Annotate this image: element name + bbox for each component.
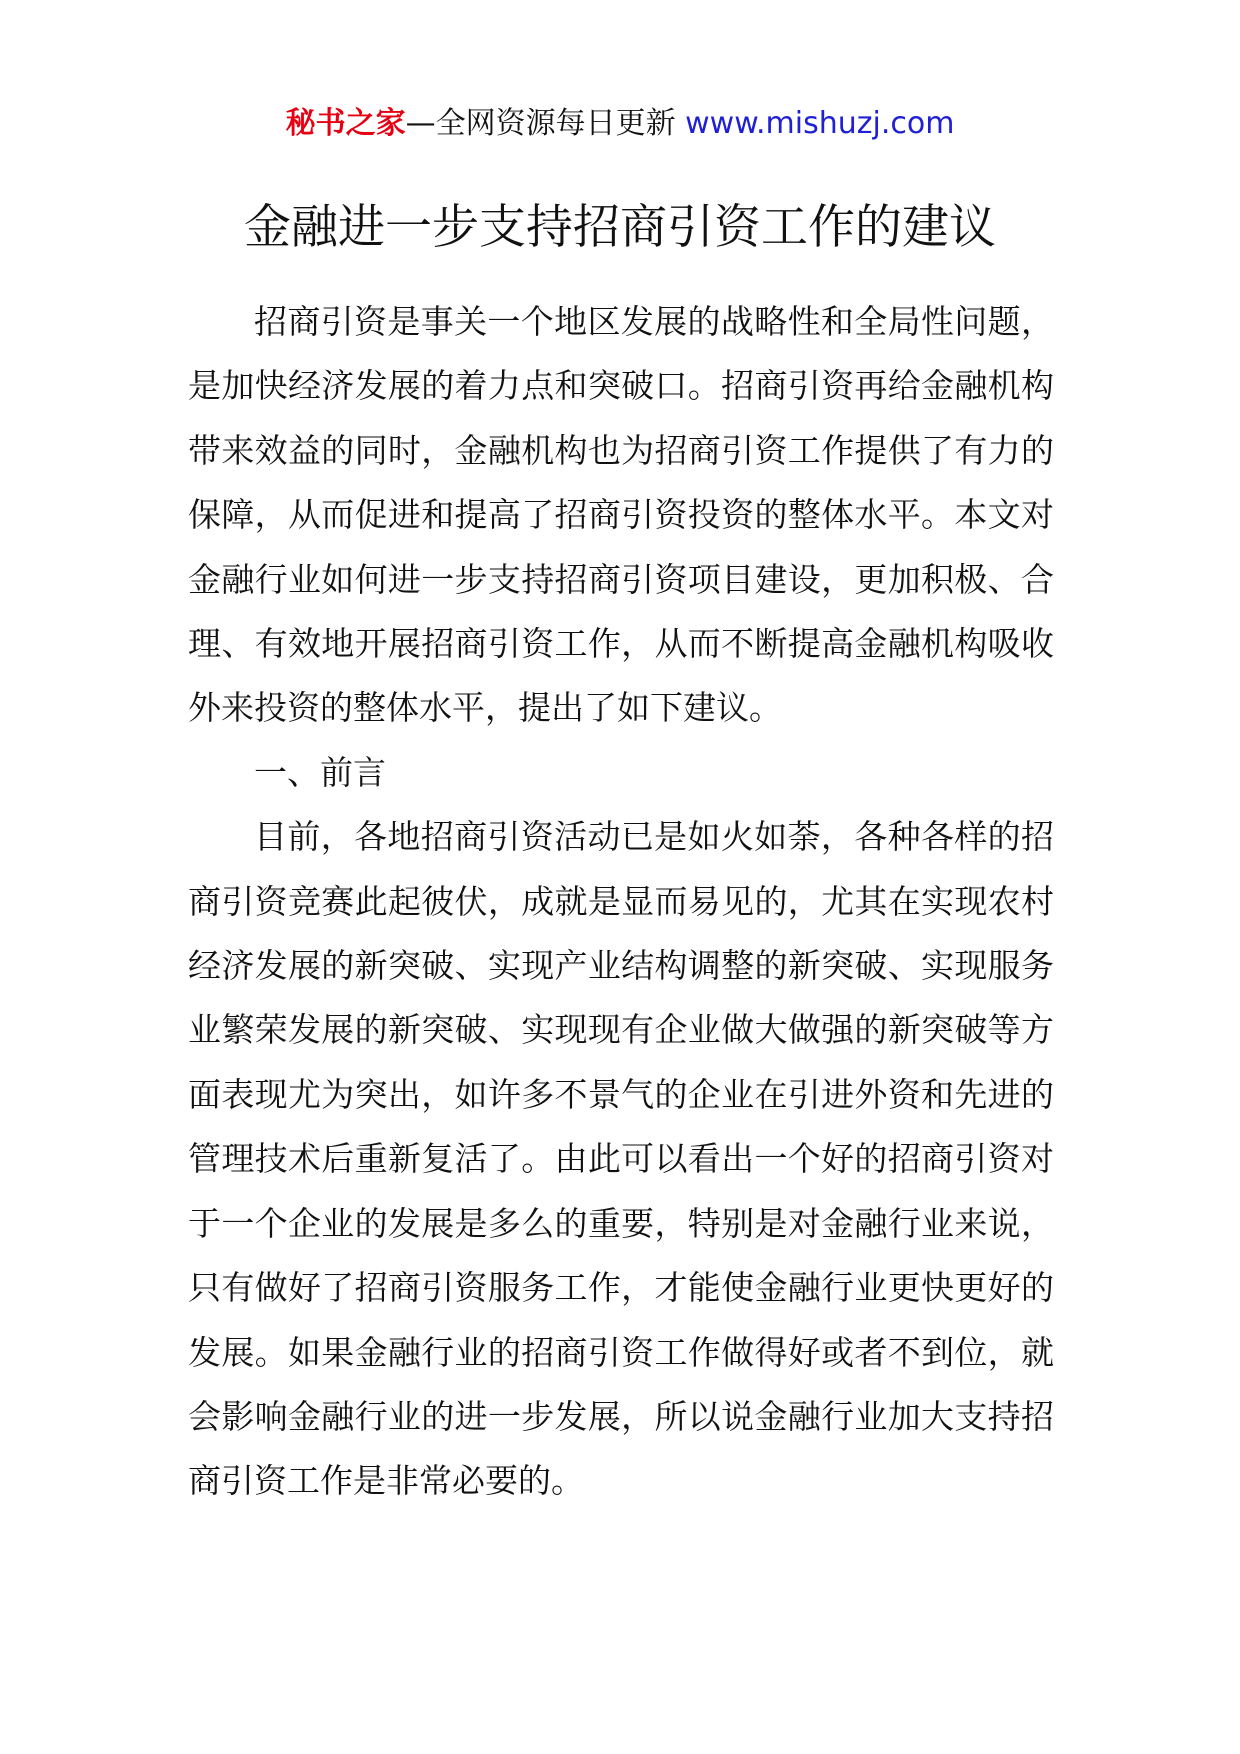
header-tagline: —全网资源每日更新 xyxy=(405,106,686,141)
intro-paragraph: 招商引资是事关一个地区发展的战略性和全局性问题，是加快经济发展的着力点和突破口。招商引资再给金融机构带来效益的同时，金融机构也为招商引资工作提供了有力的保障，从而促进和提高了招商引资投资的整体水平。本文对金融行业如何进一步支持招商引资项目建设，更加积极、合理、有效地开展招商引资工作，从而不断提高金融机构吸收外来投资的整体水平，提出了如下建议。 xyxy=(188,302,1054,728)
document-title: 金融进一步支持招商引资工作的建议 xyxy=(244,200,996,255)
section-heading-preface: 一、前言 xyxy=(254,752,386,792)
brand-name: 秘书之家 xyxy=(285,106,406,141)
website-link[interactable]: www.mishuzj.com xyxy=(685,106,955,141)
preface-paragraph: 目前，各地招商引资活动已是如火如荼，各种各样的招商引资竞赛此起彼伏，成就是显而易见的，尤其在实现农村经济发展的新突破、实现产业结构调整的新突破、实现服务业繁荣发展的新突破、实现现有企业做大做强的新突破等方面表现尤为突出，如许多不景气的企业在引进外资和先进的管理技术后重新复活了。由此可以看出一个好的招商引资对于一个企业的发展是多么的重要，特别是对金融行业来说，只有做好了招商引资服务工作，才能使金融行业更快更好的发展。如果金融行业的招商引资工作做得好或者不到位，就会影响金融行业的进一步发展，所以说金融行业加大支持招商引资工作是非常必要的。 xyxy=(188,817,1054,1501)
header-banner xyxy=(0,104,1240,144)
document-body xyxy=(188,290,1054,1514)
